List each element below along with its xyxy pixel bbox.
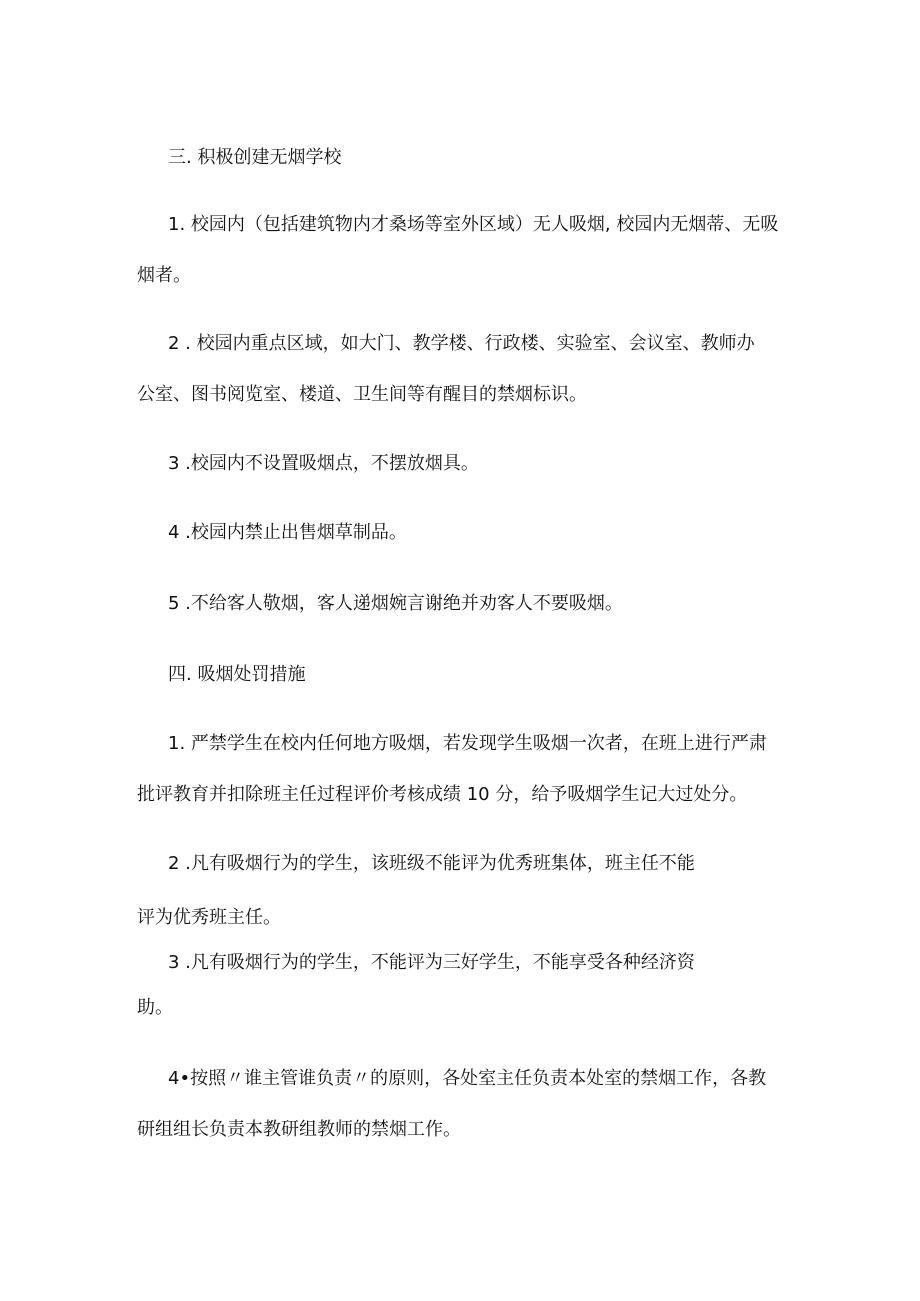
section3-item2-line2: 公室、图书阅览室、楼道、卫生间等有醒目的禁烟标识。 bbox=[137, 384, 587, 405]
section4-item4-line1: 4•按照〃谁主管谁负责〃的原则，各处室主任负责本处室的禁烟工作，各教 bbox=[168, 1068, 767, 1089]
section3-item1-line2: 烟者。 bbox=[137, 265, 191, 286]
section4-item2-line2: 评为优秀班主任。 bbox=[137, 907, 281, 928]
section-heading-4: 四. 吸烟处罚措施 bbox=[168, 664, 306, 685]
section3-item3: 3 .校园内不设置吸烟点，不摆放烟具。 bbox=[168, 453, 479, 474]
section4-item1-line1: 1. 严禁学生在校内任何地方吸烟，若发现学生吸烟一次者，在班上进行严肃 bbox=[168, 733, 767, 754]
section4-item1-line2: 批评教育并扣除班主任过程评价考核成绩 10 分，给予吸烟学生记大过处分。 bbox=[137, 784, 748, 805]
section4-item3-line1: 3 .凡有吸烟行为的学生，不能评为三好学生，不能享受各种经济资 bbox=[168, 952, 695, 973]
section4-item4-line2: 研组组长负责本教研组教师的禁烟工作。 bbox=[137, 1119, 461, 1140]
section3-item2-line1: 2 . 校园内重点区域，如大门、教学楼、行政楼、实验室、会议室、教师办 bbox=[168, 333, 755, 354]
section3-item1-line1: 1. 校园内（包括建筑物内才桑场等室外区域）无人吸烟, 校园内无烟蒂、无吸 bbox=[168, 214, 779, 235]
section3-item5: 5 .不给客人敬烟，客人递烟婉言谢绝并劝客人不要吸烟。 bbox=[168, 593, 623, 614]
section-heading-3: 三. 积极创建无烟学校 bbox=[168, 147, 342, 168]
section3-item4: 4 .校园内禁止出售烟草制品。 bbox=[168, 522, 407, 543]
section4-item2-line1: 2 .凡有吸烟行为的学生，该班级不能评为优秀班集体，班主任不能 bbox=[168, 853, 695, 874]
section4-item3-line2: 助。 bbox=[137, 997, 173, 1018]
